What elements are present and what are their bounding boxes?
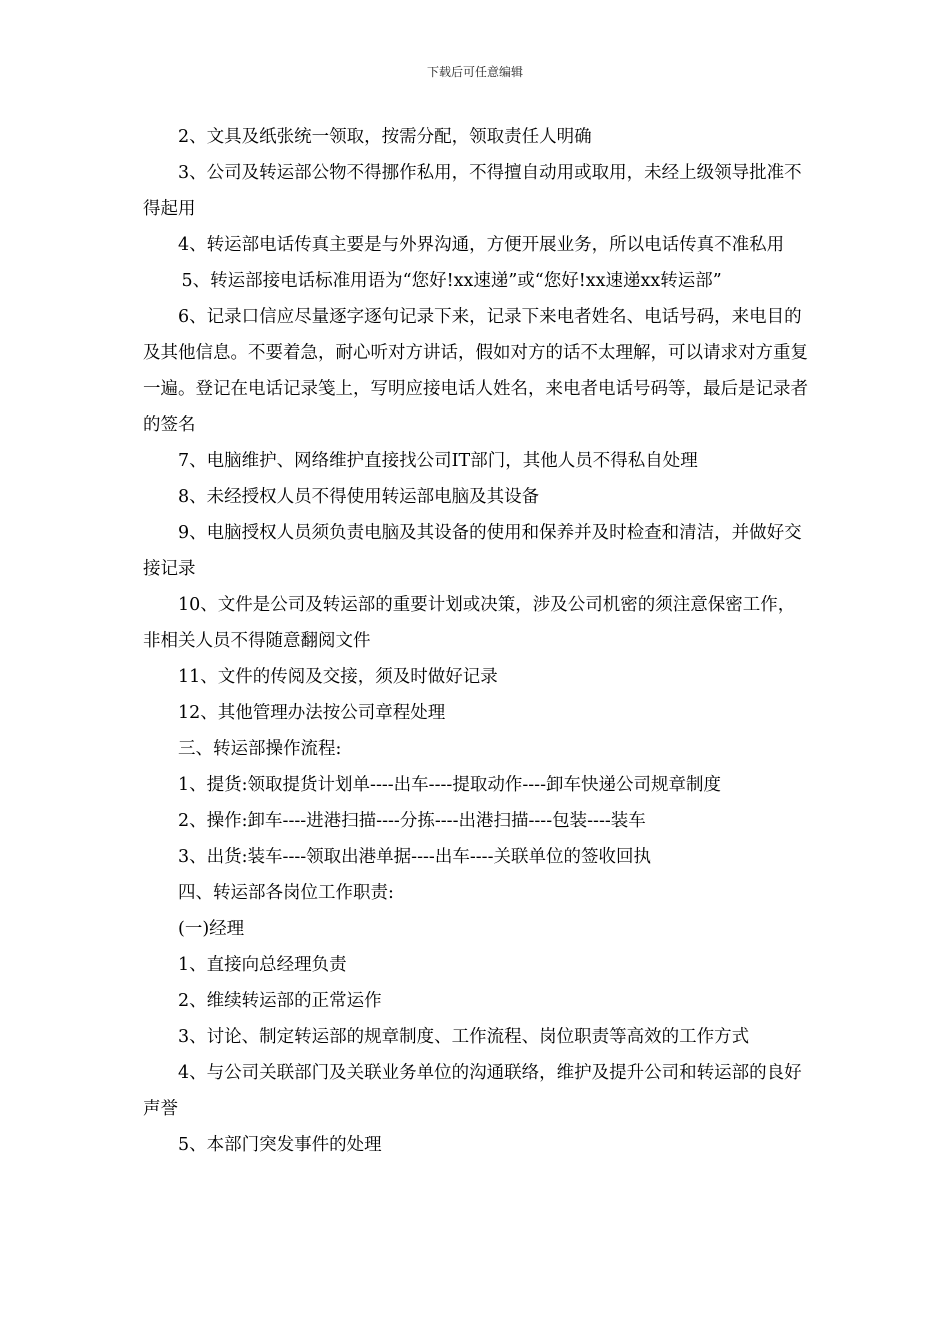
paragraph-rule-2: 2、文具及纸张统一领取，按需分配，领取责任人明确 — [178, 127, 592, 147]
paragraph-rule-9: 9、电脑授权人员须负责电脑及其设备的使用和保养并及时检查和清洁，并做好交接记录 — [143, 523, 802, 579]
paragraph-rule-5: 5、转运部接电话标准用语为“您好!xx速递”或“您好!xx速递xx转运部” — [181, 271, 722, 291]
process-step-shipment: 3、出货:装车----领取出港单据----出车----关联单位的签收回执 — [178, 847, 651, 867]
paragraph-rule-4: 4、转运部电话传真主要是与外界沟通，方便开展业务，所以电话传真不准私用 — [178, 235, 785, 255]
subsection-heading-manager: (一)经理 — [178, 919, 245, 939]
paragraph-rule-12: 12、其他管理办法按公司章程处理 — [178, 703, 446, 723]
paragraph-rule-10: 10、文件是公司及转运部的重要计划或决策，涉及公司机密的须注意保密工作，非相关人员不得随意翻阅文件 — [143, 595, 796, 651]
manager-duty-5: 5、本部门突发事件的处理 — [178, 1135, 382, 1155]
section-heading-process: 三、转运部操作流程: — [178, 739, 342, 759]
manager-duty-3: 3、讨论、制定转运部的规章制度、工作流程、岗位职责等高效的工作方式 — [178, 1027, 750, 1047]
section-heading-duties: 四、转运部各岗位工作职责: — [178, 883, 394, 903]
paragraph-rule-8: 8、未经授权人员不得使用转运部电脑及其设备 — [178, 487, 540, 507]
paragraph-rule-7: 7、电脑维护、网络维护直接找公司IT部门，其他人员不得私自处理 — [178, 451, 698, 471]
manager-duty-4: 4、与公司关联部门及关联业务单位的沟通联络，维护及提升公司和转运部的良好声誉 — [143, 1063, 802, 1119]
paragraph-rule-3: 3、公司及转运部公物不得挪作私用，不得擅自动用或取用，未经上级领导批准不得起用 — [143, 163, 802, 219]
manager-duty-2: 2、维续转运部的正常运作 — [178, 991, 382, 1011]
manager-duty-1: 1、直接向总经理负责 — [178, 955, 347, 975]
process-step-operation: 2、操作:卸车----进港扫描----分拣----出港扫描----包装----装车 — [178, 811, 646, 831]
document-body — [143, 119, 809, 1163]
paragraph-rule-11: 11、文件的传阅及交接，须及时做好记录 — [178, 667, 498, 687]
process-step-pickup: 1、提货:领取提货计划单----出车----提取动作----卸车快递公司规章制度 — [178, 775, 721, 795]
page-header-note: 下载后可任意编辑 — [426, 65, 523, 79]
paragraph-rule-6: 6、记录口信应尽量逐字逐句记录下来，记录下来电者姓名、电话号码，来电目的及其他信息。不要着急，耐心听对方讲话，假如对方的话不太理解，可以请求对方重复一遍。登记在电话记录笺上，写明应接电话人姓名，来电者电话号码等，最后是记录者的签名 — [143, 307, 808, 435]
